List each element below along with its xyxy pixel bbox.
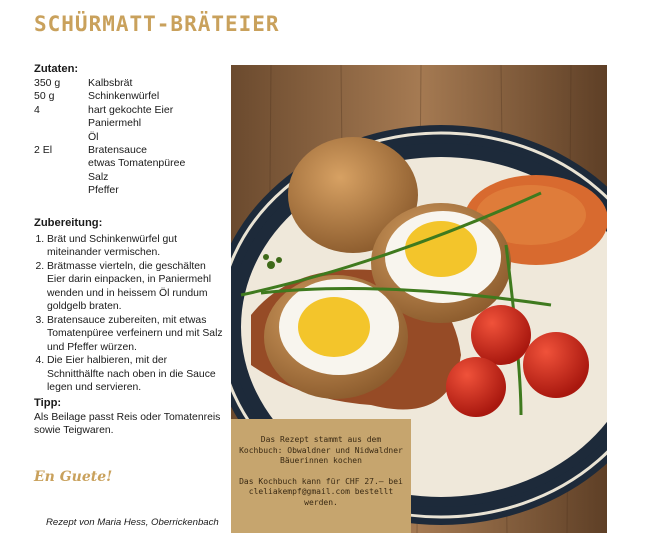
ingredient-name: Pfeffer: [88, 184, 119, 197]
ingredient-row: [34, 131, 224, 144]
preparation-section: [34, 217, 224, 395]
ingredient-quantity: [34, 184, 88, 197]
ingredient-quantity: [34, 171, 88, 184]
infobox-order: Das Kochbuch kann für CHF 27.– bei cleliakempf@gmail.com bestellt werden.: [239, 476, 403, 507]
ingredient-row: [34, 184, 224, 197]
ingredient-row: [34, 171, 224, 184]
preparation-step: 3. Bratensauce zubereiten, mit etwas Tomatenpüree verfeinern und mit Salz und Pfeffer würzen.: [47, 314, 224, 355]
tip-text: Als Beilage passt Reis oder Tomatenreis sowie Teigwaren.: [34, 411, 221, 436]
ingredient-name: Kalbsbrät: [88, 77, 133, 89]
preparation-heading: Zubereitung:: [34, 217, 103, 229]
ingredient-row: [34, 157, 224, 170]
tip-heading: Tipp:: [34, 397, 62, 409]
ingredient-name: Salz: [88, 170, 109, 183]
recipe-author: Rezept von Maria Hess, Oberrickenbach: [46, 517, 219, 528]
tip-section: [34, 397, 224, 438]
ingredient-quantity: [34, 131, 88, 144]
ingredient-row: [34, 77, 224, 90]
preparation-step: 4. Die Eier halbieren, mit der Schnitthälfte nach oben in die Sauce legen und servieren.: [47, 354, 224, 395]
ingredients-heading: Zutaten:: [34, 63, 79, 75]
ingredient-row: [34, 90, 224, 103]
ingredient-row: [34, 144, 224, 157]
infobox-source: Das Rezept stammt aus dem Kochbuch: Obwaldner und Nidwaldner Bäuerinnen kochen: [239, 435, 403, 465]
ingredient-quantity: 2 El: [34, 144, 53, 157]
ingredient-name: Bratensauce: [88, 144, 147, 157]
ingredient-quantity: [34, 157, 88, 170]
ingredient-quantity: 4: [34, 103, 40, 116]
preparation-step: 1. Brät und Schinkenwürfel gut miteinander vermischen.: [47, 233, 224, 260]
cookbook-infobox: [231, 419, 411, 533]
preparation-step: 2. Brätmasse vierteln, die geschälten Eier darin einpacken, in Paniermehl wenden und in heissem Öl rundum goldgelb braten.: [47, 260, 224, 314]
ingredient-name: Paniermehl: [88, 117, 142, 130]
ingredient-row: [34, 104, 224, 117]
closing-greeting: En Guete!: [34, 469, 113, 485]
recipe-title: SCHÜRMATT-BRÄTEIER: [34, 12, 280, 36]
ingredient-row: [34, 117, 224, 130]
ingredient-name: etwas Tomatenpüree: [88, 157, 186, 170]
ingredient-name: Schinkenwürfel: [88, 90, 160, 103]
ingredient-name: Öl: [88, 130, 99, 143]
ingredient-name: hart gekochte Eier: [88, 103, 174, 116]
ingredient-quantity: [34, 117, 88, 130]
ingredient-quantity: 350 g: [34, 77, 61, 89]
preparation-steps: [34, 233, 224, 395]
ingredients-list: [34, 77, 224, 198]
ingredient-quantity: 50 g: [34, 90, 55, 103]
